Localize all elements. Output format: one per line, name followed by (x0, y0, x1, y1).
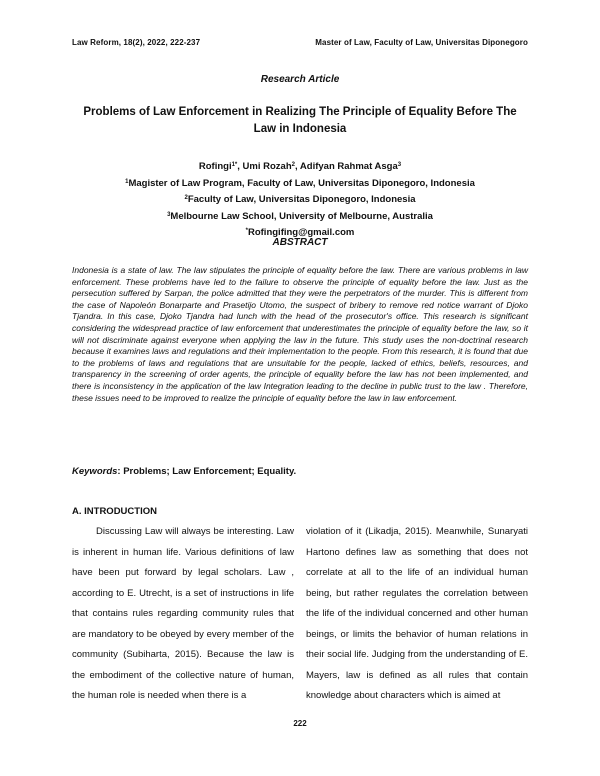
affiliation-text: Melbourne Law School, University of Melbourne, Australia (170, 210, 433, 222)
article-type: Research Article (260, 74, 340, 85)
abstract-heading: ABSTRACT (272, 237, 328, 248)
affiliation-1 (72, 175, 528, 192)
affiliation-sup: 1 (125, 178, 129, 185)
keywords-label: Keywords (72, 466, 118, 477)
author-block (72, 158, 528, 241)
email-sup: * (245, 228, 248, 234)
author-line (72, 158, 528, 175)
body-left-column: Discussing Law will always be interesting. Law is inherent in human life. Various definitions of law have been put forward by legal scholars. Law , according to E. Utrecht, is a set of instructions in life that contains rules regarding community rules that are mandatory to be obeyed by every member of the community (Subiharta, 2015). Because the law is the embodiment of the collective nature of human, the human role is needed when there is a (72, 526, 294, 701)
affiliation-2 (72, 191, 528, 208)
section-heading: A. INTRODUCTION (72, 506, 157, 517)
body-right-column: violation of it (Likadja, 2015). Meanwhile, Sunaryati Hartono defines law as something that does not correlate at all to the life of an individual human being, but rather regulates the correlation between the life of the individual concerned and other human beings, or limits the behavior of human relations in their social life. Judging from the understanding of E. Mayers, law is defined as all rules that contain knowledge about characters which is aimed at (306, 526, 528, 701)
paper-title: Problems of Law Enforcement in Realizing The Principle of Equality Before The Law in Indonesia (83, 106, 517, 135)
running-header-affiliation: Master of Law, Faculty of Law, Universitas Diponegoro (315, 38, 528, 47)
author-sup: 2 (291, 162, 295, 168)
affiliation-3 (72, 208, 528, 225)
running-header-journal: Law Reform, 18(2), 2022, 222-237 (72, 38, 201, 47)
affiliation-sup: 3 (167, 211, 171, 218)
keywords-values: : Problems; Law Enforcement; Equality. (117, 466, 297, 477)
page-number: 222 (293, 719, 307, 728)
author-sup: 3 (397, 162, 402, 168)
abstract-text: Indonesia is a state of law. The law stipulates the principle of equality before the law. There are various problems in law enforcement. These problems have led to the failure to observe the principle of equality before the law. Just as the persecution suffered by Sarpan, the police admitted that they were the perpetrators of the murder. This is different from the case of Napoleón Bonarparte and Prasetijo Utomo, the suspect of bribery to remove red notice warrant of Djoko Tjandra. In this case, Djoko Tjandra had lunch with the head of the prosecutor's office. This research is significant considering the widespread practice of law enforcement that underestimates the principle of equality before the law, so it will not discriminate against everyone when applying the law in the future. This study uses the non-doctrinal research because it examines laws and regulations and their implementation to the people. From this research, it is found that due to the problems of laws and regulations that are unsuitable for the people, lacked of ethics, beliefs, resources, and transparency in the screening of order agents, the principle of equality before the law has not been implemented, and there is inconsistency in the application of the law Integration leading to the decline in public trust to the law . Therefore, these issues need to be improved to realize the principle of equality before the law in law enforcement. (72, 265, 528, 403)
author-name: Adifyan Rahmat Asga (299, 161, 398, 172)
author-name: Umi Rozah (242, 161, 292, 172)
author-name: Rofingi (198, 161, 232, 172)
keywords-line (72, 466, 296, 477)
author-separator: , (237, 161, 243, 172)
affiliation-text: Faculty of Law, Universitas Diponegoro, Indonesia (187, 194, 416, 205)
corresponding-email[interactable]: Rofingifing@gmail.com (247, 227, 355, 238)
affiliation-sup: 2 (184, 195, 188, 201)
author-separator: , (294, 161, 300, 172)
author-sup: 1* (231, 162, 238, 168)
affiliation-text: Magister of Law Program, Faculty of Law, Universitas Diponegoro, Indonesia (128, 177, 475, 189)
